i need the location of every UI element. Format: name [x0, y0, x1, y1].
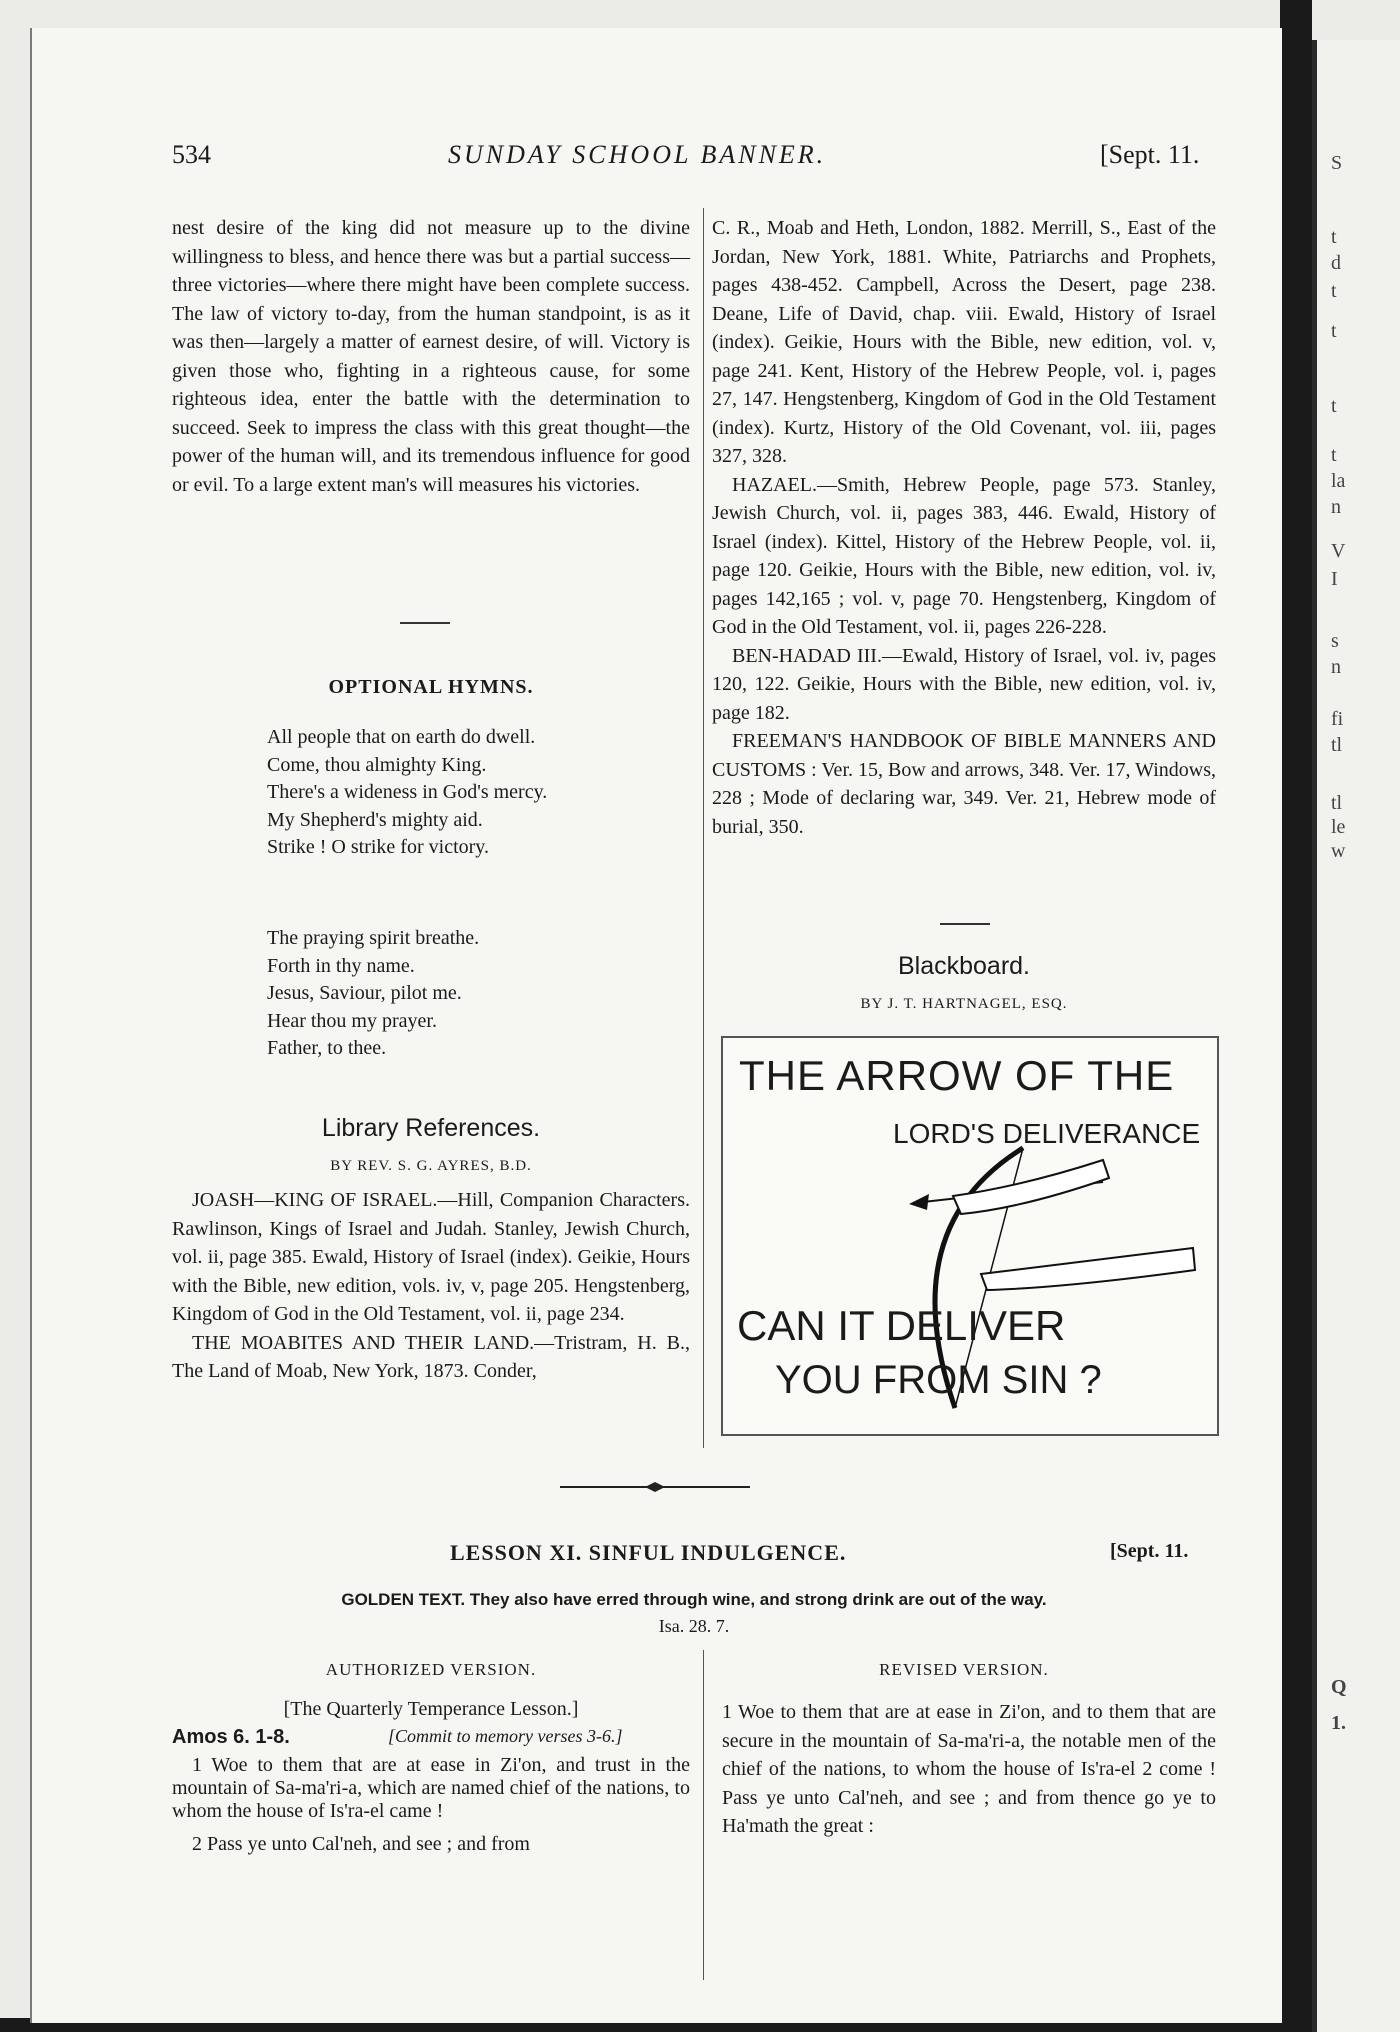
section-divider [940, 923, 990, 925]
edge-fragment: t [1331, 320, 1337, 342]
arrow-head-icon [909, 1194, 929, 1210]
edge-fragment: tl [1331, 734, 1343, 756]
right-references [712, 214, 1216, 841]
lesson-date: [Sept. 11. [1110, 1540, 1189, 1562]
blackboard-illustration [721, 1036, 1219, 1436]
hymn-line: There's a wideness in God's mercy. [267, 781, 548, 803]
edge-fragment: w [1331, 840, 1346, 862]
hymn-line: My Shepherd's mighty aid. [267, 808, 483, 831]
blackboard-heading: Blackboard. [897, 952, 1031, 980]
revised-text [722, 1698, 1216, 1841]
quarterly-note: [The Quarterly Temperance Lesson.] [283, 1698, 579, 1720]
hymn-line: Forth in thy name. [267, 954, 415, 977]
authorized-text [172, 1754, 690, 1856]
edge-fragment: t [1331, 226, 1337, 248]
edge-fragment: V [1331, 540, 1346, 562]
rv-text: 1 Woe to them that are at ease in Zi'on, and to them that are secure in the mountain of Sa-ma'ri-a, the notable men of the chief of the nations, to whom the house of Is'ra-el 2 come ! Pass ye unto Cal'neh, and see ; and from thence go ye to Ha'math the great : [722, 1701, 1216, 1837]
edge-fragment: t [1331, 444, 1337, 466]
edge-fragment: n [1331, 496, 1341, 518]
edge-fragment: S [1331, 152, 1343, 174]
library-byline: BY REV. S. G. AYRES, B.D. [330, 1158, 532, 1174]
hymn-line: The praying spirit breathe. [267, 927, 480, 949]
version-divider [703, 1650, 704, 1980]
ornament-icon [560, 1481, 750, 1493]
lesson-title: LESSON XI. SINFUL INDULGENCE. [450, 1540, 847, 1565]
av-verse-1: 1 Woe to them that are at ease in Zi'on, and trust in the mountain of Sa-ma'ri-a, which are named chief of the nations, to whom the house of Is'ra-el came ! [172, 1754, 690, 1822]
library-heading: Library References. [321, 1114, 541, 1142]
edge-fragment: I [1331, 568, 1338, 590]
hymn-list-2 [267, 925, 479, 1063]
edge-fragment: tl [1331, 792, 1343, 814]
revised-heading: REVISED VERSION. [879, 1660, 1049, 1679]
ref-hazael: HAZAEL.—Smith, Hebrew People, page 573. Stanley, Jewish Church, vol. ii, pages 383, 446. Ewald, History of Israel (index). Kittel, History of the Hebrew People, vol. ii, page 120. Geikie, Hours with the Bible, new edition, vol. iv, pages 142,165 ; vol. v, page 70. Hengstenberg, Kingdom of God in the Old Testament, vol. ii, pages 226-228. [712, 473, 1216, 638]
edge-fragment: Q [1331, 1676, 1347, 1698]
ref-continued: C. R., Moab and Heth, London, 1882. Merrill, S., East of the Jordan, New York, 1881. White, Patriarchs and Prophets, pages 438-452. Campbell, Across the Desert, page 238. Deane, Life of David, chap. viii. Ewald, History of Israel (index). Geikie, Hours with the Bible, new edition, vol. v, page 241. Kent, History of the Hebrew People, vol. i, pages 27, 147. Hengstenberg, Kingdom of God in the Old Testament (index). Kurtz, History of the Old Covenant, vol. iii, pages 327, 328. [712, 217, 1216, 467]
binding-shadow [1280, 0, 1312, 2032]
board-line-1: THE ARROW OF THE [739, 1052, 1175, 1099]
hymn-list-1 [267, 724, 547, 862]
library-references [172, 1186, 690, 1386]
page-number: 534 [172, 140, 211, 169]
edge-fragment: la [1331, 470, 1346, 492]
header-date: [Sept. 11. [1100, 140, 1200, 169]
edge-fragment: s [1331, 630, 1339, 652]
edge-fragment: le [1331, 816, 1346, 838]
lower-arm [981, 1248, 1195, 1290]
adjacent-page-edge [1312, 40, 1400, 2032]
edge-fragment: t [1331, 280, 1337, 302]
board-line-4: YOU FROM SIN ? [775, 1358, 1102, 1402]
ref-moabites: THE MOABITES AND THEIR LAND.—Tristram, H. B., The Land of Moab, New York, 1873. Conder, [172, 1331, 690, 1382]
ornament-divider [560, 1480, 750, 1492]
left-intro [172, 214, 690, 499]
edge-fragment: d [1331, 252, 1341, 274]
ref-benhadad: BEN-HADAD III.—Ewald, History of Israel, vol. iv, pages 120, 122. Geikie, Hours with the Bible, new edition, vol. iv, page 182. [712, 644, 1216, 724]
hymn-line: Jesus, Saviour, pilot me. [267, 982, 462, 1004]
ref-joash: JOASH—KING OF ISRAEL.—Hill, Companion Characters. Rawlinson, Kings of Israel and Judah. Stanley, Jewish Church, vol. ii, page 385. Ewald, History of Israel (index). Geikie, Hours with the Bible, new edition, vols. iv, v, page 205. Hengstenberg, Kingdom of God in the Old Testament, vol. ii, page 234. [172, 1189, 690, 1325]
golden-text: GOLDEN TEXT. They also have erred through wine, and strong drink are out of the way. [341, 1590, 1047, 1609]
edge-fragment: n [1331, 656, 1341, 678]
board-line-3: CAN IT DELIVER [737, 1302, 1066, 1349]
passage-reference: Amos 6. 1-8. [172, 1726, 290, 1748]
ref-freeman: FREEMAN'S HANDBOOK OF BIBLE MANNERS AND CUSTOMS : Ver. 15, Bow and arrows, 348. Ver. 17, Windows, 228 ; Mode of declaring war, 349. Ver. 21, Hebrew mode of burial, 350. [712, 730, 1216, 838]
column-divider [703, 208, 704, 1448]
blackboard-byline: BY J. T. HARTNAGEL, ESQ. [860, 996, 1068, 1012]
page-title: SUNDAY SCHOOL BANNER. [448, 140, 827, 169]
section-divider [400, 622, 450, 624]
commit-note: [Commit to memory verses 3-6.] [388, 1726, 623, 1746]
board-line-2: LORD'S DELIVERANCE [893, 1118, 1201, 1149]
golden-text-reference: Isa. 28. 7. [658, 1616, 730, 1636]
edge-fragment: 1. [1331, 1712, 1346, 1734]
hymn-line: Hear thou my prayer. [267, 1009, 437, 1032]
intro-paragraph: nest desire of the king did not measure up to the divine willingness to bless, and hence there was but a partial success—three victories—where there might have been complete success. The law of victory to-day, from the human standpoint, is as it was then—largely a matter of earnest desire, of will. Victory is given those who, fighting in a righteous cause, for some righteous idea, enter the battle with the determination to succeed. Seek to impress the class with this great thought—the power of the human will, and its tremendous influence for good or evil. To a large extent man's will measures his victories. [172, 217, 690, 496]
hymn-line: All people that on earth do dwell. [267, 726, 536, 748]
hymn-line: Strike ! O strike for victory. [267, 836, 489, 858]
hymn-line: Father, to thee. [267, 1037, 387, 1059]
authorized-heading: AUTHORIZED VERSION. [325, 1660, 537, 1679]
edge-fragment: fi [1331, 708, 1344, 730]
hymn-line: Come, thou almighty King. [267, 753, 487, 776]
av-verse-2: 2 Pass ye unto Cal'neh, and see ; and from [192, 1833, 530, 1855]
hymns-heading: OPTIONAL HYMNS. [328, 676, 534, 698]
edge-fragment: t [1331, 395, 1337, 417]
